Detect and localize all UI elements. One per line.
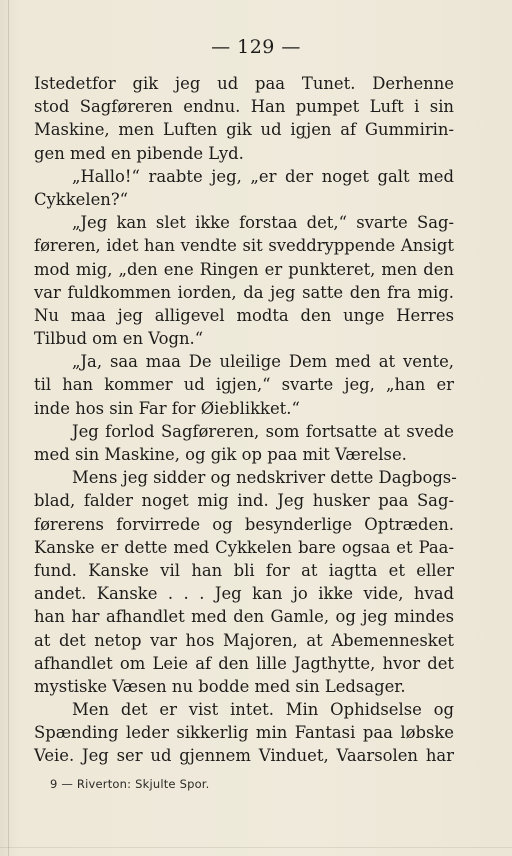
text-line: Men det er vist intet. Min Ophidselse og (72, 700, 454, 720)
text-line: fund. Kanske vil han bli for at iagtta et eller (34, 560, 454, 580)
body-text (34, 72, 457, 768)
page-number-header: — 129 — (211, 36, 301, 58)
text-line: „Jeg kan slet ikke forstaa det,“ svarte Sag- (72, 213, 454, 233)
text-line: inde hos sin Far for Øieblikket.“ (34, 398, 300, 418)
text-line: Cykkelen?“ (34, 189, 129, 209)
text-line: Maskine, men Luften gik ud igjen af Gummirin- (34, 120, 454, 140)
text-line: med sin Maskine, og gik op paa mit Værelse. (34, 445, 407, 464)
text-line: føreren, idet han vendte sit sveddryppende Ansigt (34, 236, 454, 256)
text-line: førerens forvirrede og besynderlige Optræden. (34, 514, 454, 534)
text-line: Tilbud om en Vogn.“ (34, 329, 204, 349)
text-line: Kanske er dette med Cykkelen bare ogsaa et Paa- (34, 537, 454, 557)
text-line: Veie. Jeg ser ud gjennem Vinduet, Vaarsolen har (34, 746, 454, 766)
text-line: blad, falder noget mig ind. Jeg husker paa Sag- (34, 491, 454, 511)
text-line: andet. Kanske . . . Jeg kan jo ikke vide, hvad (34, 584, 454, 604)
text-line: gen med en pibende Lyd. (34, 143, 244, 163)
text-line: til han kommer ud igjen,“ svarte jeg, „han er (34, 375, 454, 395)
text-line: Nu maa jeg alligevel modta den unge Herres (34, 305, 454, 325)
text-line: han har afhandlet med den Gamle, og jeg mindes (34, 607, 454, 627)
text-line: at det netop var hos Majoren, at Abemennesket (34, 630, 454, 650)
text-line: mod mig, „den ene Ringen er punkteret, men den (34, 259, 454, 279)
text-line: Jeg forlod Sagføreren, som fortsatte at svede (72, 421, 454, 441)
text-line: Istedetfor gik jeg ud paa Tunet. Derhenne (34, 74, 454, 93)
text-line: var fuldkommen iorden, da jeg satte den fra mig. (34, 282, 454, 302)
text-line: afhandlet om Leie af den lille Jagthytte, hvor det (34, 653, 454, 673)
text-line: stod Sagføreren endnu. Han pumpet Luft i sin (34, 97, 454, 117)
page-binding-edge (8, 0, 9, 856)
text-line: „Hallo!“ raabte jeg, „er der noget galt med (72, 166, 454, 186)
text-line: „Ja, saa maa De uleilige Dem med at vente, (72, 352, 454, 372)
page-bottom-edge (0, 847, 512, 848)
text-line: mystiske Væsen nu bodde med sin Ledsager. (34, 676, 406, 696)
signature-footer: 9 — Riverton: Skjulte Spor. (50, 777, 210, 791)
text-line: Mens jeg sidder og nedskriver dette Dagbogs- (72, 468, 457, 488)
text-line: Spænding leder sikkerlig min Fantasi paa løbske (34, 723, 454, 743)
